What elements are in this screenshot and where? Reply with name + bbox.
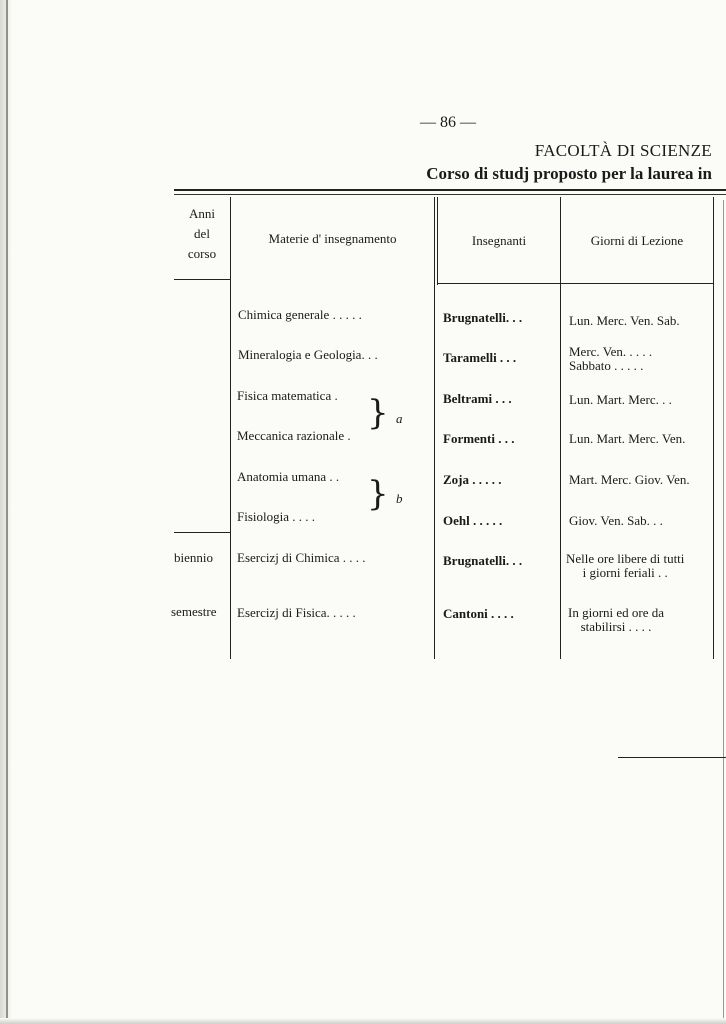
page-bottom-edge xyxy=(0,1018,726,1024)
header-subjects: Materie d' insegnamento xyxy=(268,231,397,246)
days-cell: Merc. Ven. . . . . Sabbato . . . . . xyxy=(569,344,653,373)
page-right-edge xyxy=(723,200,724,1020)
days-cell: Lun. Mart. Merc. Ven. xyxy=(569,431,686,446)
header-teachers: Insegnanti xyxy=(471,233,527,248)
teacher-cell: Oehl . . . . . xyxy=(443,513,503,528)
subject-cell: Esercizj di Fisica. . . . . xyxy=(237,605,356,620)
brace-group-b: } xyxy=(367,474,389,514)
column-divider-4 xyxy=(713,197,714,659)
brace-label-a: a xyxy=(396,411,403,426)
days-cell: Lun. Merc. Ven. Sab. xyxy=(569,313,680,328)
course-title: Corso di studj proposto per la laurea in xyxy=(426,164,712,183)
teacher-cell: Brugnatelli. . . xyxy=(443,553,523,568)
column-divider-2 xyxy=(434,197,435,659)
top-rule-thick xyxy=(174,189,726,191)
subject-cell: Fisica matematica . xyxy=(237,388,338,403)
days-cell: In giorni ed ore da stabilirsi . . . . xyxy=(568,605,665,634)
teacher-cell: Zoja . . . . . xyxy=(443,472,502,487)
subject-cell: Fisiologia . . . . xyxy=(237,509,316,524)
brace-label-b: b xyxy=(396,491,403,506)
days-cell: Lun. Mart. Merc. . . xyxy=(569,392,672,407)
top-rule-thin xyxy=(174,194,726,195)
header-days: Giorni di Lezione xyxy=(590,233,684,248)
header-underline-days xyxy=(560,283,713,284)
faculty-heading: FACOLTÀ DI SCIENZE xyxy=(534,141,712,160)
column-divider-1 xyxy=(230,197,231,659)
days-cell: Giov. Ven. Sab. . . xyxy=(569,513,663,528)
subject-cell: Esercizj di Chimica . . . . xyxy=(237,550,366,565)
year-cell: biennio xyxy=(174,550,213,565)
bottom-rule xyxy=(618,757,726,758)
header-underline-year xyxy=(174,279,230,280)
days-cell: Nelle ore libere di tutti i giorni feriali . . xyxy=(566,551,685,580)
binding-line xyxy=(6,0,8,1024)
teacher-cell: Cantoni . . . . xyxy=(443,606,514,621)
teacher-cell: Formenti . . . xyxy=(443,431,515,446)
year-cell: semestre xyxy=(171,604,217,619)
header-year: Anni del corso xyxy=(187,206,217,261)
year-column-divider xyxy=(174,532,230,533)
teacher-cell: Brugnatelli. . . xyxy=(443,310,523,325)
page-number: — 86 — xyxy=(420,114,476,131)
header-underline-teachers xyxy=(437,283,560,284)
teacher-cell: Beltrami . . . xyxy=(443,391,512,406)
days-cell: Mart. Merc. Giov. Ven. xyxy=(569,472,690,487)
subject-cell: Meccanica razionale . xyxy=(237,428,351,443)
column-divider-3 xyxy=(560,197,561,659)
brace-group-a: } xyxy=(367,393,389,433)
subject-cell: Anatomia umana . . xyxy=(237,469,340,484)
subject-cell: Chimica generale . . . . . xyxy=(238,307,362,322)
subject-cell: Mineralogia e Geologia. . . xyxy=(238,347,378,362)
teacher-cell: Taramelli . . . xyxy=(443,350,517,365)
